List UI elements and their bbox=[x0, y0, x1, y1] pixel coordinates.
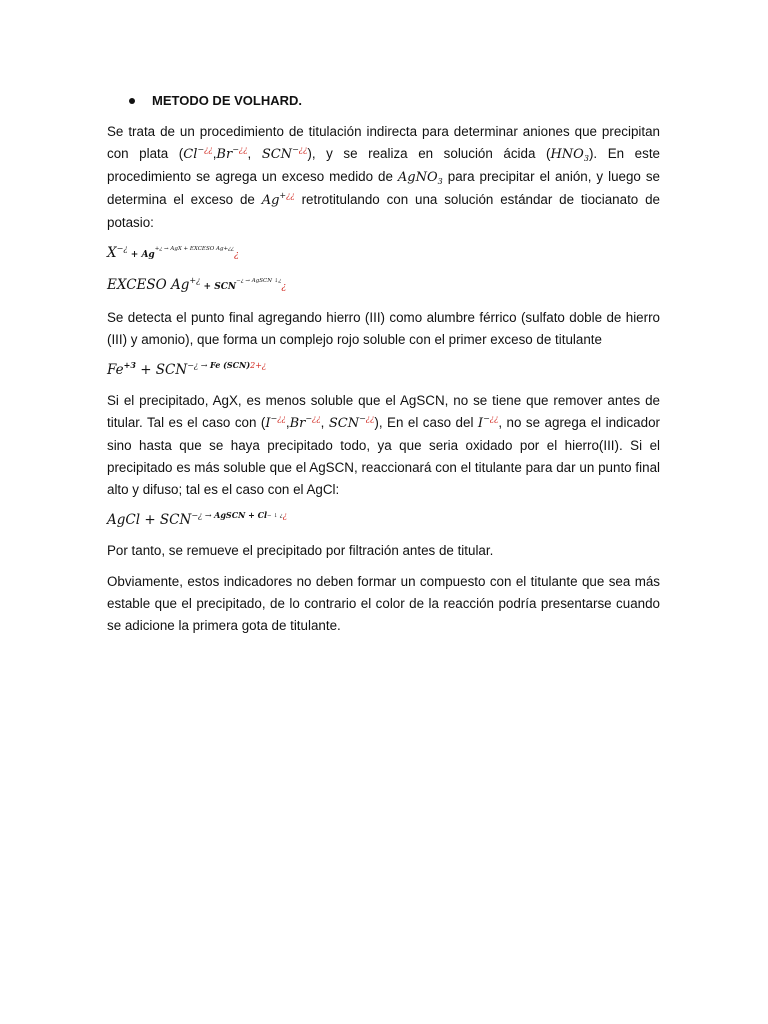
formula-scn: SCN−¿¿ bbox=[261, 145, 308, 162]
equation-1: $X^{-¿} + Ag^{+¿ \to AgX + EXCESO Ag+¿¿}¿$ bbox=[107, 244, 239, 261]
formula-agno3: AgNO$_3$ bbox=[397, 170, 443, 186]
formula-br-2: Br−¿¿ bbox=[289, 414, 321, 431]
formula-i: I−¿¿ bbox=[265, 414, 286, 431]
document-page bbox=[107, 90, 660, 646]
bullet-icon bbox=[129, 98, 135, 104]
text: Se trata de un procedimiento de titulación indirecta para determinar aniones que precipitan con plata ( bbox=[107, 124, 660, 161]
equation-3: $Fe^{+3} + SCN^{-¿ \to}$ $^{Fe (SCN)2+¿}$ bbox=[107, 360, 267, 378]
paragraph-conclusion: Obviamente, estos indicadores no deben formar un compuesto con el titulante que sea más estable que el precipitado, de lo contrario el color de la reacción podría presentarse cuando se adicione la primera gota de titulante. bbox=[107, 574, 660, 633]
paragraph-indicator: Se detecta el punto final agregando hierro (III) como alumbre férrico (sulfato doble de hierro (III) y amonio), que forma un complejo rojo soluble con el primer exceso de titulante bbox=[107, 310, 660, 347]
formula-scn-2: SCN−¿¿ bbox=[328, 414, 375, 431]
formula-i-2: I−¿¿ bbox=[477, 414, 499, 431]
equation-2: EXCESO $Ag^{+¿} + SCN^{-¿ \to AgSCN ↓¿}¿$ bbox=[107, 276, 287, 293]
paragraph-solubility: Si el precipitado, AgX, es menos soluble que el AgSCN, no se tiene que remover antes de titular. Tal es el caso con (I−¿¿,Br−¿¿, SCN−¿¿), En el caso del I−¿¿, no se agrega el indicador sino hasta que se haya precipitado todo, ya que seria oxidado por el hierro(III). Si el precipitado es más soluble que el AgSCN, reaccionará con el titulante para dar un punto final alto y difuso; tal es el caso con el AgCl: bbox=[107, 393, 660, 497]
section-heading bbox=[129, 90, 660, 112]
paragraph-filtration: Por tanto, se remueve el precipitado por filtración antes de titular. bbox=[107, 543, 494, 558]
formula-hno3: $HNO_3$ bbox=[550, 147, 589, 163]
paragraph-intro: Se trata de un procedimiento de titulación indirecta para determinar aniones que precipitan con plata (Cl−¿¿,Br−¿¿, SCN−¿¿), y se realiza en solución ácida $(HNO_3)$. En este procedimiento se agrega un exceso medido de AgNO$_3$ para precipitar el anión, y luego se determina el exceso de Ag+¿¿ retrotitulando con una solución estándar de tiocianato de potasio: bbox=[107, 124, 660, 230]
formula-br: Br−¿¿ bbox=[216, 145, 248, 162]
equation-4: AgCl + SCN−¿ → $^{AgSCN + Cl- ↓ ¿¿}$ bbox=[107, 510, 288, 528]
heading-text: METODO DE VOLHARD. bbox=[152, 93, 302, 108]
formula-ag: Ag+¿¿ bbox=[261, 191, 295, 208]
formula-cl: Cl−¿¿ bbox=[183, 145, 213, 162]
